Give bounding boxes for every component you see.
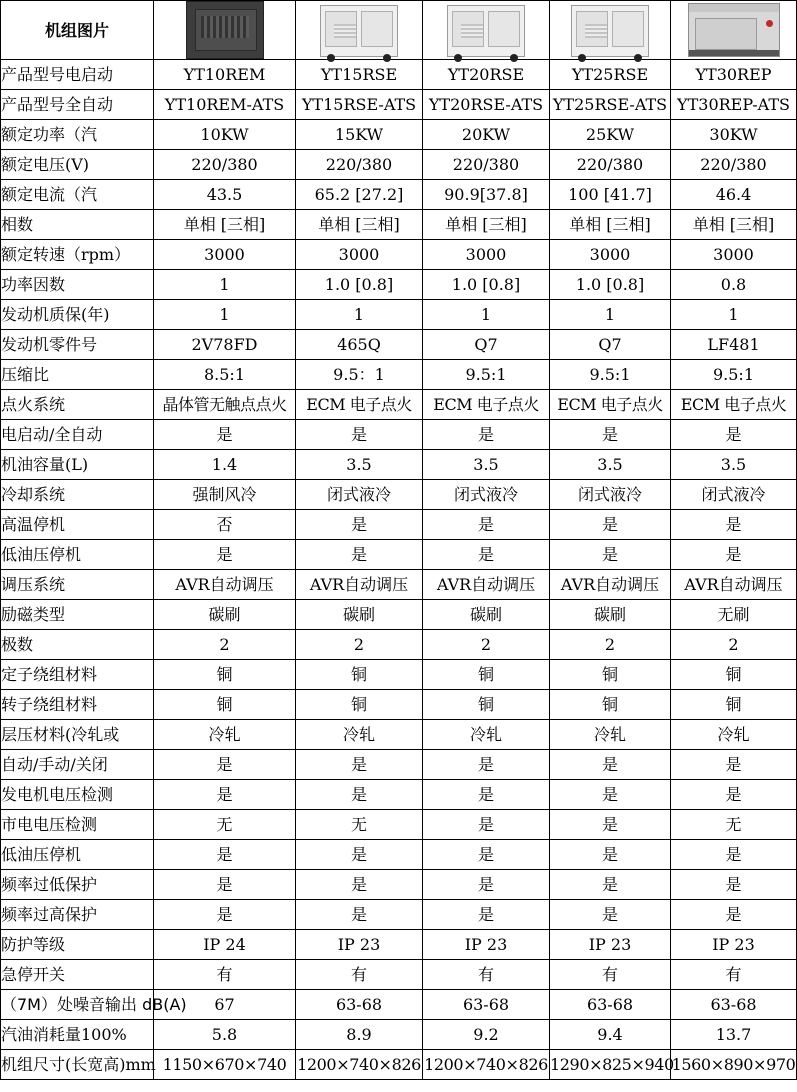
table-cell: 65.2 [27.2] bbox=[296, 180, 423, 210]
table-cell: 3000 bbox=[296, 240, 423, 270]
table-row bbox=[1, 540, 797, 570]
table-row bbox=[1, 750, 797, 780]
table-cell: 碳刷 bbox=[550, 600, 671, 630]
table-cell: 是 bbox=[423, 870, 550, 900]
generator-silent-icon bbox=[688, 3, 780, 57]
table-cell: 1 bbox=[296, 300, 423, 330]
table-cell: 单相 [三相] bbox=[423, 210, 550, 240]
table-cell: 1 bbox=[154, 270, 296, 300]
table-cell: 有 bbox=[154, 960, 296, 990]
table-row bbox=[1, 660, 797, 690]
table-cell: 是 bbox=[423, 540, 550, 570]
table-cell: 是 bbox=[550, 780, 671, 810]
generator-canopy-icon bbox=[320, 5, 398, 57]
table-row bbox=[1, 90, 797, 120]
row-label: 相数 bbox=[1, 210, 154, 240]
table-row bbox=[1, 600, 797, 630]
row-label: （7M）处噪音输出 dB(A) bbox=[1, 990, 154, 1020]
table-cell: 是 bbox=[550, 750, 671, 780]
table-cell: 220/380 bbox=[550, 150, 671, 180]
model-image-cell bbox=[423, 1, 550, 60]
table-row bbox=[1, 300, 797, 330]
row-label: 功率因数 bbox=[1, 270, 154, 300]
table-cell: 晶体管无触点点火 bbox=[154, 390, 296, 420]
table-row bbox=[1, 690, 797, 720]
table-cell: 是 bbox=[423, 840, 550, 870]
table-cell: IP 24 bbox=[154, 930, 296, 960]
row-label: 额定电压(V) bbox=[1, 150, 154, 180]
table-cell: 10KW bbox=[154, 120, 296, 150]
table-cell: YT15RSE bbox=[296, 60, 423, 90]
table-cell: 2 bbox=[423, 630, 550, 660]
row-label: 急停开关 bbox=[1, 960, 154, 990]
table-cell: 465Q bbox=[296, 330, 423, 360]
table-cell: 闭式液冷 bbox=[296, 480, 423, 510]
table-row bbox=[1, 930, 797, 960]
table-row bbox=[1, 630, 797, 660]
table-cell: 无 bbox=[296, 810, 423, 840]
table-cell: ECM 电子点火 bbox=[550, 390, 671, 420]
table-cell: 是 bbox=[154, 420, 296, 450]
model-image-cell bbox=[671, 1, 797, 60]
table-row bbox=[1, 900, 797, 930]
table-cell: 3.5 bbox=[550, 450, 671, 480]
table-cell: 铜 bbox=[423, 660, 550, 690]
table-cell: 是 bbox=[550, 420, 671, 450]
table-cell: 1150×670×740 bbox=[154, 1050, 296, 1080]
row-label: 防护等级 bbox=[1, 930, 154, 960]
table-cell: YT30REP bbox=[671, 60, 797, 90]
table-cell: 9.5:1 bbox=[550, 360, 671, 390]
row-label: 低油压停机 bbox=[1, 840, 154, 870]
table-cell: 铜 bbox=[296, 690, 423, 720]
table-cell: 3.5 bbox=[296, 450, 423, 480]
row-label: 市电电压检测 bbox=[1, 810, 154, 840]
table-cell: 是 bbox=[296, 420, 423, 450]
table-cell: Q7 bbox=[550, 330, 671, 360]
table-row bbox=[1, 570, 797, 600]
row-label: 额定转速（rpm） bbox=[1, 240, 154, 270]
table-cell: 是 bbox=[296, 510, 423, 540]
table-cell: 220/380 bbox=[671, 150, 797, 180]
row-label: 频率过高保护 bbox=[1, 900, 154, 930]
table-cell: 100 [41.7] bbox=[550, 180, 671, 210]
table-cell: 30KW bbox=[671, 120, 797, 150]
table-cell: 13.7 bbox=[671, 1020, 797, 1050]
table-cell: 单相 [三相] bbox=[671, 210, 797, 240]
table-cell: 1.0 [0.8] bbox=[296, 270, 423, 300]
table-row bbox=[1, 360, 797, 390]
table-cell: 是 bbox=[296, 540, 423, 570]
table-cell: 63-68 bbox=[671, 990, 797, 1020]
table-cell: AVR自动调压 bbox=[296, 570, 423, 600]
table-cell: 是 bbox=[423, 780, 550, 810]
model-image-cell bbox=[296, 1, 423, 60]
table-cell: 是 bbox=[423, 900, 550, 930]
table-cell: 有 bbox=[296, 960, 423, 990]
table-cell: 1200×740×826 bbox=[423, 1050, 550, 1080]
row-label: 电启动/全自动 bbox=[1, 420, 154, 450]
generator-canopy-icon bbox=[447, 5, 525, 57]
row-label: 自动/手动/关闭 bbox=[1, 750, 154, 780]
table-cell: YT25RSE bbox=[550, 60, 671, 90]
table-cell: 2 bbox=[296, 630, 423, 660]
table-cell: 220/380 bbox=[296, 150, 423, 180]
table-cell: 是 bbox=[550, 870, 671, 900]
table-cell: 是 bbox=[154, 900, 296, 930]
table-cell: 是 bbox=[296, 780, 423, 810]
row-label: 励磁类型 bbox=[1, 600, 154, 630]
table-cell: 63-68 bbox=[296, 990, 423, 1020]
table-row bbox=[1, 480, 797, 510]
table-cell: 冷轧 bbox=[296, 720, 423, 750]
table-cell: 冷轧 bbox=[154, 720, 296, 750]
table-cell: 8.5:1 bbox=[154, 360, 296, 390]
table-cell: 是 bbox=[296, 750, 423, 780]
table-cell: 铜 bbox=[154, 690, 296, 720]
table-cell: 3.5 bbox=[671, 450, 797, 480]
table-cell: 闭式液冷 bbox=[423, 480, 550, 510]
row-label: 发动机零件号 bbox=[1, 330, 154, 360]
table-cell: 铜 bbox=[154, 660, 296, 690]
table-cell: 是 bbox=[296, 840, 423, 870]
table-cell: 铜 bbox=[423, 690, 550, 720]
row-label: 定子绕组材料 bbox=[1, 660, 154, 690]
row-label: 调压系统 bbox=[1, 570, 154, 600]
row-label: 冷却系统 bbox=[1, 480, 154, 510]
table-cell: 是 bbox=[671, 420, 797, 450]
table-cell: 是 bbox=[671, 870, 797, 900]
table-cell: ECM 电子点火 bbox=[423, 390, 550, 420]
table-cell: 是 bbox=[296, 900, 423, 930]
table-row bbox=[1, 810, 797, 840]
table-cell: AVR自动调压 bbox=[423, 570, 550, 600]
table-cell: 是 bbox=[154, 780, 296, 810]
table-cell: 46.4 bbox=[671, 180, 797, 210]
table-cell: Q7 bbox=[423, 330, 550, 360]
row-label: 极数 bbox=[1, 630, 154, 660]
table-cell: 90.9[37.8] bbox=[423, 180, 550, 210]
table-cell: 是 bbox=[671, 510, 797, 540]
table-cell: 闭式液冷 bbox=[671, 480, 797, 510]
table-row bbox=[1, 150, 797, 180]
table-cell: 9.4 bbox=[550, 1020, 671, 1050]
table-cell: 67 bbox=[154, 990, 296, 1020]
table-cell: IP 23 bbox=[423, 930, 550, 960]
table-cell: YT15RSE-ATS bbox=[296, 90, 423, 120]
table-cell: ECM 电子点火 bbox=[296, 390, 423, 420]
row-label: 发电机电压检测 bbox=[1, 780, 154, 810]
table-cell: 碳刷 bbox=[154, 600, 296, 630]
table-cell: YT10REM bbox=[154, 60, 296, 90]
table-cell: AVR自动调压 bbox=[671, 570, 797, 600]
row-label: 额定电流（汽 bbox=[1, 180, 154, 210]
table-cell: 1 bbox=[423, 300, 550, 330]
table-row bbox=[1, 330, 797, 360]
table-cell: 是 bbox=[154, 840, 296, 870]
row-label: 转子绕组材料 bbox=[1, 690, 154, 720]
table-row bbox=[1, 450, 797, 480]
table-cell: 220/380 bbox=[423, 150, 550, 180]
table-cell: IP 23 bbox=[671, 930, 797, 960]
table-cell: 9.5:1 bbox=[671, 360, 797, 390]
table-cell: 25KW bbox=[550, 120, 671, 150]
table-cell: 单相 [三相] bbox=[154, 210, 296, 240]
table-cell: YT20RSE-ATS bbox=[423, 90, 550, 120]
table-cell: 是 bbox=[671, 750, 797, 780]
table-cell: 单相 [三相] bbox=[296, 210, 423, 240]
table-cell: 铜 bbox=[550, 690, 671, 720]
table-cell: 1.0 [0.8] bbox=[550, 270, 671, 300]
generator-open-frame-icon bbox=[186, 1, 264, 59]
table-cell: 2 bbox=[550, 630, 671, 660]
row-label: 低油压停机 bbox=[1, 540, 154, 570]
table-cell: 是 bbox=[671, 840, 797, 870]
table-cell: 铜 bbox=[671, 690, 797, 720]
table-row bbox=[1, 390, 797, 420]
table-cell: 63-68 bbox=[423, 990, 550, 1020]
table-row bbox=[1, 270, 797, 300]
table-cell: 1 bbox=[154, 300, 296, 330]
table-row bbox=[1, 780, 797, 810]
row-label: 发动机质保(年) bbox=[1, 300, 154, 330]
table-cell: ECM 电子点火 bbox=[671, 390, 797, 420]
table-cell: 是 bbox=[550, 900, 671, 930]
table-cell: 63-68 bbox=[550, 990, 671, 1020]
table-cell: 是 bbox=[550, 510, 671, 540]
table-cell: 是 bbox=[550, 810, 671, 840]
table-cell: 有 bbox=[423, 960, 550, 990]
table-cell: 是 bbox=[154, 870, 296, 900]
table-cell: 220/380 bbox=[154, 150, 296, 180]
header-row bbox=[1, 1, 797, 60]
table-cell: 冷轧 bbox=[423, 720, 550, 750]
table-cell: 43.5 bbox=[154, 180, 296, 210]
table-cell: 0.8 bbox=[671, 270, 797, 300]
table-cell: 2 bbox=[671, 630, 797, 660]
table-cell: IP 23 bbox=[296, 930, 423, 960]
table-cell: 有 bbox=[671, 960, 797, 990]
table-cell: 是 bbox=[671, 780, 797, 810]
table-cell: LF481 bbox=[671, 330, 797, 360]
table-cell: 3000 bbox=[550, 240, 671, 270]
table-cell: 是 bbox=[550, 840, 671, 870]
table-row bbox=[1, 960, 797, 990]
table-cell: 单相 [三相] bbox=[550, 210, 671, 240]
model-image-cell bbox=[154, 1, 296, 60]
model-image-cell bbox=[550, 1, 671, 60]
table-row bbox=[1, 840, 797, 870]
table-cell: 是 bbox=[423, 510, 550, 540]
table-cell: 2 bbox=[154, 630, 296, 660]
row-label: 层压材料(冷轧或 bbox=[1, 720, 154, 750]
table-cell: 有 bbox=[550, 960, 671, 990]
table-cell: 铜 bbox=[671, 660, 797, 690]
table-cell: 9.2 bbox=[423, 1020, 550, 1050]
table-row bbox=[1, 1020, 797, 1050]
table-cell: 9.5:1 bbox=[423, 360, 550, 390]
table-cell: 1200×740×826 bbox=[296, 1050, 423, 1080]
row-label: 高温停机 bbox=[1, 510, 154, 540]
table-cell: 5.8 bbox=[154, 1020, 296, 1050]
table-cell: 铜 bbox=[550, 660, 671, 690]
table-cell: 是 bbox=[550, 540, 671, 570]
table-cell: 碳刷 bbox=[423, 600, 550, 630]
table-cell: 是 bbox=[154, 540, 296, 570]
table-cell: 15KW bbox=[296, 120, 423, 150]
row-label: 机油容量(L) bbox=[1, 450, 154, 480]
table-cell: 1560×890×970 bbox=[671, 1050, 797, 1080]
table-cell: 是 bbox=[671, 900, 797, 930]
table-row bbox=[1, 60, 797, 90]
table-cell: 无 bbox=[671, 810, 797, 840]
row-label: 压缩比 bbox=[1, 360, 154, 390]
table-row bbox=[1, 240, 797, 270]
table-row bbox=[1, 1050, 797, 1080]
table-cell: AVR自动调压 bbox=[154, 570, 296, 600]
row-label: 产品型号电启动 bbox=[1, 60, 154, 90]
header-label: 机组图片 bbox=[1, 1, 154, 60]
table-cell: 冷轧 bbox=[550, 720, 671, 750]
table-row bbox=[1, 720, 797, 750]
table-row bbox=[1, 210, 797, 240]
table-cell: YT25RSE-ATS bbox=[550, 90, 671, 120]
table-cell: YT20RSE bbox=[423, 60, 550, 90]
table-cell: 无 bbox=[154, 810, 296, 840]
table-row bbox=[1, 180, 797, 210]
table-cell: AVR自动调压 bbox=[550, 570, 671, 600]
table-cell: 8.9 bbox=[296, 1020, 423, 1050]
row-label: 点火系统 bbox=[1, 390, 154, 420]
table-cell: 否 bbox=[154, 510, 296, 540]
table-cell: 是 bbox=[671, 540, 797, 570]
table-cell: 无刷 bbox=[671, 600, 797, 630]
table-cell: 3.5 bbox=[423, 450, 550, 480]
table-cell: 20KW bbox=[423, 120, 550, 150]
table-cell: 3000 bbox=[671, 240, 797, 270]
table-cell: 1290×825×940 bbox=[550, 1050, 671, 1080]
generator-canopy-icon bbox=[571, 5, 649, 57]
table-cell: IP 23 bbox=[550, 930, 671, 960]
table-cell: 是 bbox=[423, 810, 550, 840]
table-cell: YT10REM-ATS bbox=[154, 90, 296, 120]
table-cell: 强制风冷 bbox=[154, 480, 296, 510]
row-label: 频率过低保护 bbox=[1, 870, 154, 900]
table-cell: 碳刷 bbox=[296, 600, 423, 630]
table-row bbox=[1, 990, 797, 1020]
table-row bbox=[1, 870, 797, 900]
table-row bbox=[1, 420, 797, 450]
table-cell: 3000 bbox=[423, 240, 550, 270]
row-label: 机组尺寸(长宽高)mm bbox=[1, 1050, 154, 1080]
table-cell: 铜 bbox=[296, 660, 423, 690]
table-cell: 是 bbox=[423, 750, 550, 780]
table-cell: 1.4 bbox=[154, 450, 296, 480]
table-cell: 9.5：1 bbox=[296, 360, 423, 390]
table-cell: 是 bbox=[423, 420, 550, 450]
table-cell: 1 bbox=[671, 300, 797, 330]
table-row bbox=[1, 510, 797, 540]
table-row bbox=[1, 120, 797, 150]
table-cell: 冷轧 bbox=[671, 720, 797, 750]
table-cell: YT30REP-ATS bbox=[671, 90, 797, 120]
table-cell: 闭式液冷 bbox=[550, 480, 671, 510]
row-label: 汽油消耗量100% bbox=[1, 1020, 154, 1050]
table-cell: 是 bbox=[154, 750, 296, 780]
table-cell: 是 bbox=[296, 870, 423, 900]
row-label: 产品型号全自动 bbox=[1, 90, 154, 120]
table-cell: 1.0 [0.8] bbox=[423, 270, 550, 300]
table-cell: 1 bbox=[550, 300, 671, 330]
row-label: 额定功率（汽 bbox=[1, 120, 154, 150]
table-cell: 2V78FD bbox=[154, 330, 296, 360]
table-cell: 3000 bbox=[154, 240, 296, 270]
